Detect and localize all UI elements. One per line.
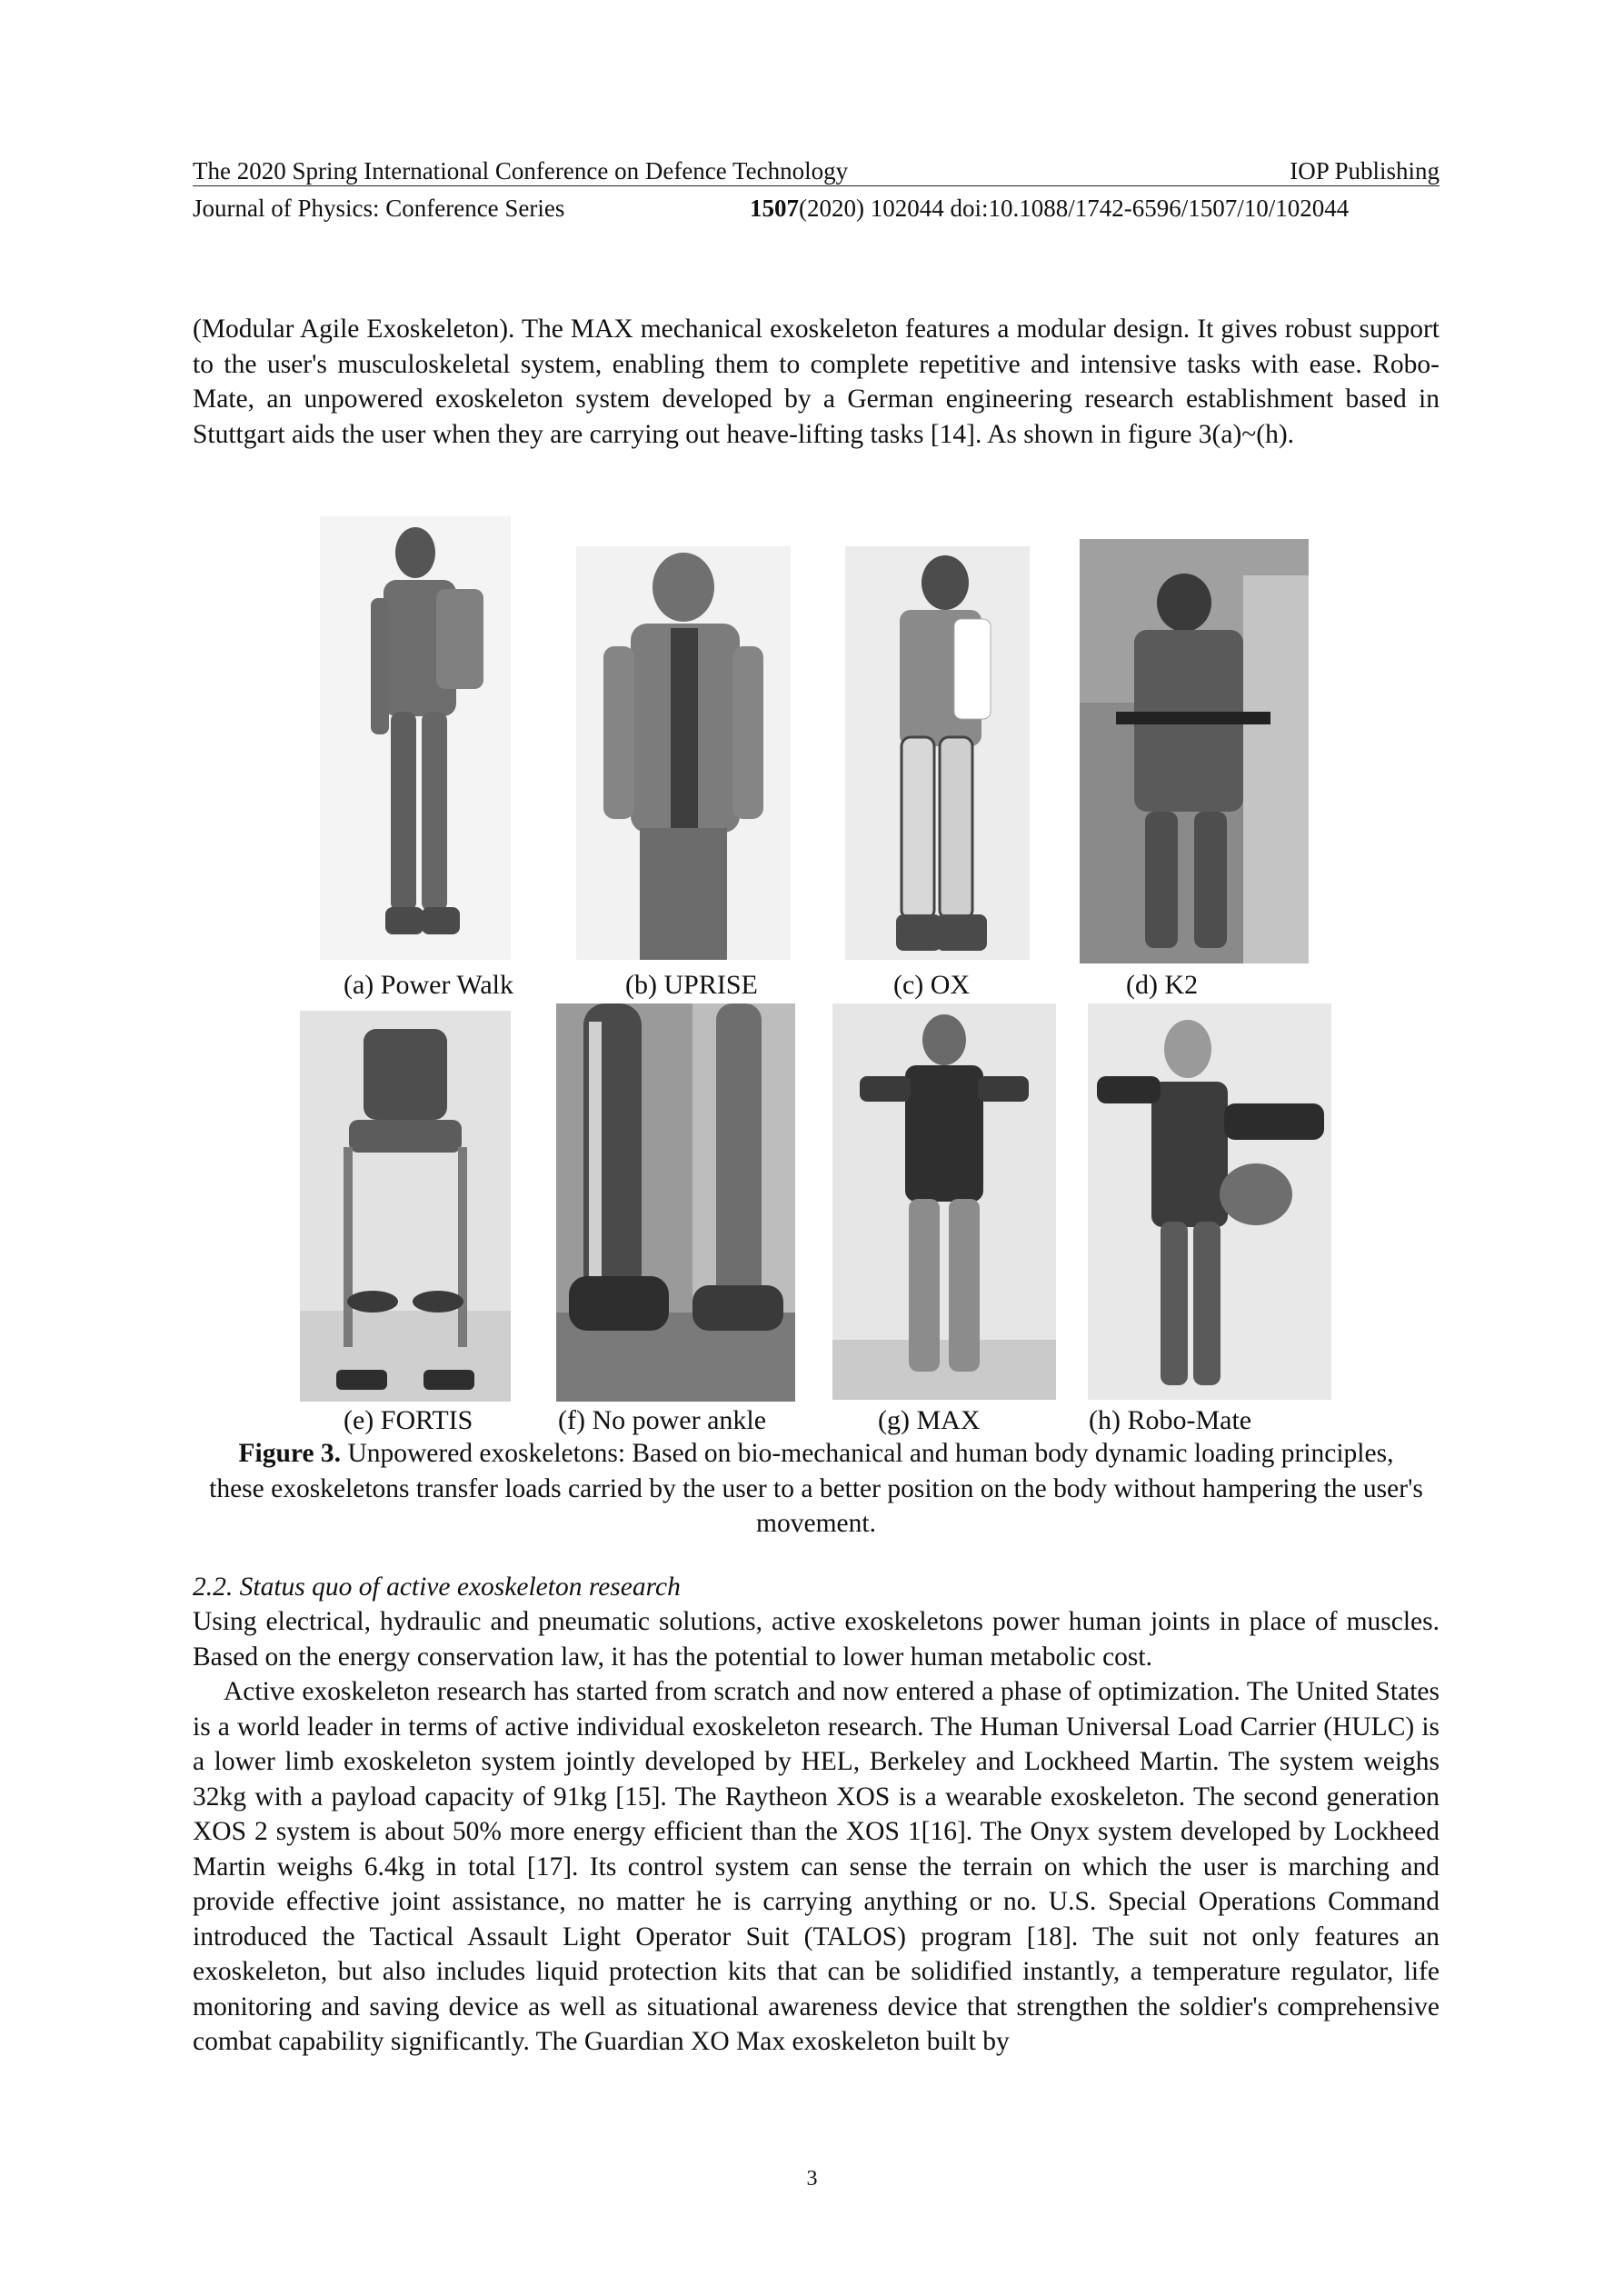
figure-3d-image	[1080, 539, 1309, 963]
intro-paragraph: (Modular Agile Exoskeleton). The MAX mechanical exoskeleton features a modular design. It gives robust support to the user's musculoskeletal system, enabling them to complete repetitive and intensive tasks with ease. Robo-Mate, an unpowered exoskeleton system developed by a German engineering research establishment based in Stuttgart aids the user when they are carrying out heave-lifting tasks [14]. As shown in figure 3(a)~(h).	[193, 314, 1440, 449]
caption-b: (b) UPRISE	[625, 970, 758, 1000]
section-body	[193, 1604, 1440, 2060]
section-paragraph-1: Using electrical, hydraulic and pneumatic solutions, active exoskeletons power human joints in place of muscles. Based on the energy conservation law, it has the potential to lower human metabolic cost.	[193, 1607, 1440, 1672]
figure-3g-image	[832, 1003, 1056, 1400]
caption-f: (f) No power ankle	[558, 1405, 767, 1435]
intro-paragraph-block	[193, 312, 1440, 452]
figure-caption	[209, 1436, 1423, 1542]
figure-caption-text: Unpowered exoskeletons: Based on bio-mechanical and human body dynamic loading principles, these exoskeletons transfer loads carried by the user to a better position on the body without hampering the user's movement.	[209, 1439, 1423, 1538]
figure-3e-image	[300, 1011, 511, 1402]
citation-doi: (2020) 102044 doi:10.1088/1742-6596/1507/10/102044	[799, 195, 1350, 222]
caption-c: (c) OX	[893, 970, 971, 1000]
header-rule	[193, 185, 1440, 186]
publisher-name: IOP Publishing	[1290, 157, 1440, 185]
figure-3b-image	[576, 546, 791, 960]
figure-3h-image	[1088, 1003, 1331, 1400]
caption-g: (g) MAX	[878, 1405, 981, 1435]
volume-number: 1507	[750, 195, 799, 222]
caption-d: (d) K2	[1126, 970, 1199, 1000]
section-heading: 2.2. Status quo of active exoskeleton research	[193, 1572, 681, 1602]
figure-3a-image	[320, 516, 511, 960]
caption-e: (e) FORTIS	[344, 1405, 473, 1435]
page-number: 3	[806, 2167, 818, 2191]
caption-a: (a) Power Walk	[344, 970, 513, 1000]
journal-name: Journal of Physics: Conference Series	[193, 195, 565, 222]
conference-name: The 2020 Spring International Conference on Defence Technology	[193, 157, 849, 185]
figure-3c-image	[845, 546, 1030, 960]
citation-line	[750, 193, 1349, 224]
figure-3f-image	[556, 1003, 795, 1402]
caption-h: (h) Robo-Mate	[1089, 1405, 1252, 1435]
section-paragraph-2: Active exoskeleton research has started from scratch and now entered a phase of optimization. The United States is a world leader in terms of active individual exoskeleton research. The Human Universal Load Carrier (HULC) is a lower limb exoskeleton system jointly developed by HEL, Berkeley and Lockheed Martin. The system weighs 32kg with a payload capacity of 91kg [15]. The Raytheon XOS is a wearable exoskeleton. The second generation XOS 2 system is about 50% more energy efficient than the XOS 1[16]. The Onyx system developed by Lockheed Martin weighs 6.4kg in total [17]. Its control system can sense the terrain on which the user is marching and provide effective joint assistance, no matter he is carrying anything or no. U.S. Special Operations Command introduced the Tactical Assault Light Operator Suit (TALOS) program [18]. The suit not only features an exoskeleton, but also includes liquid protection kits that can be solidified instantly, a temperature regulator, life monitoring and saving device as well as situational awareness device that strengthen the soldier's comprehensive combat capability significantly. The Guardian XO Max exoskeleton built by	[193, 1677, 1440, 2056]
figure-label: Figure 3.	[238, 1439, 342, 1468]
